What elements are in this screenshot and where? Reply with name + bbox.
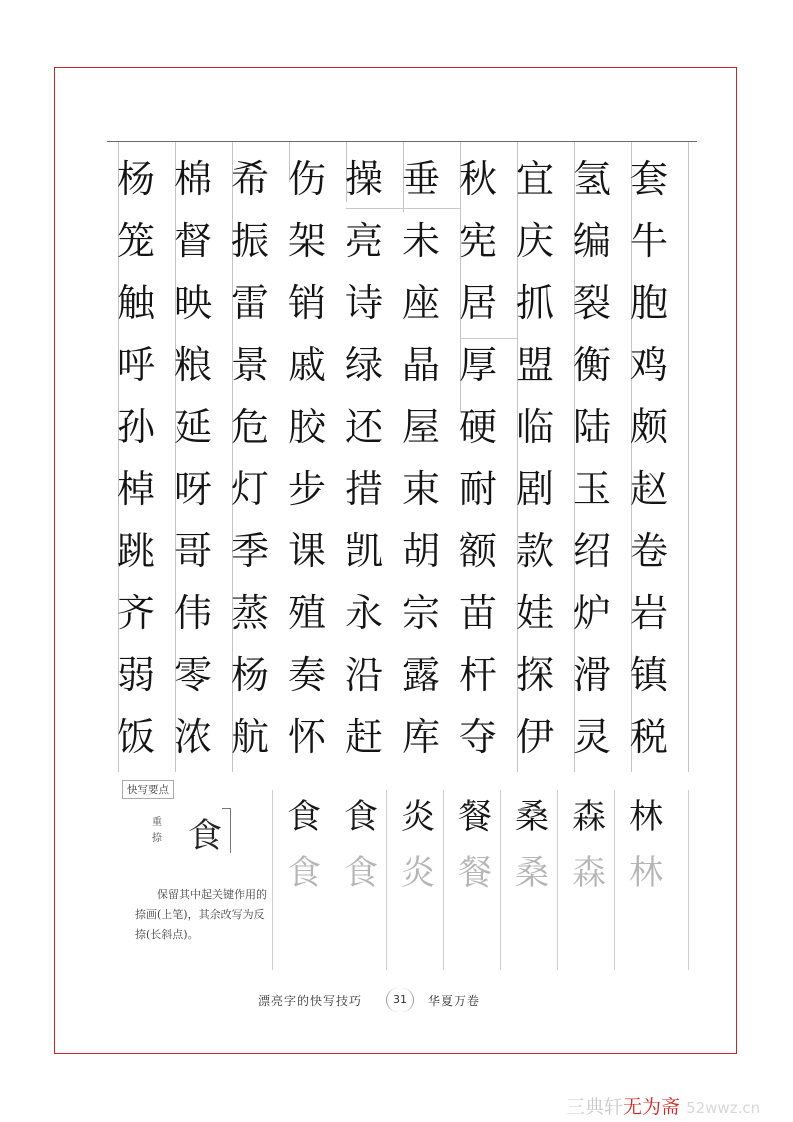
trace-char: 餐 xyxy=(458,853,492,893)
top-rule xyxy=(107,141,697,142)
grid-char: 陆 xyxy=(572,405,611,449)
grid-row xyxy=(107,210,697,272)
watermark-part: 52wwz.cn xyxy=(686,1099,761,1117)
grid-char: 宗 xyxy=(401,591,440,635)
grid-char: 束 xyxy=(401,467,440,511)
grid-row xyxy=(107,148,697,210)
grid-row xyxy=(107,582,697,644)
grid-char: 滑 xyxy=(572,653,611,697)
watermark xyxy=(566,1092,760,1119)
grid-char: 秋 xyxy=(458,157,497,201)
guide-line xyxy=(272,790,273,970)
grid-char: 牛 xyxy=(629,219,668,263)
grid-char: 弱 xyxy=(116,653,155,697)
grid-char: 居 xyxy=(458,281,497,325)
grid-char: 督 xyxy=(173,219,212,263)
grid-char: 季 xyxy=(230,529,269,573)
grid-char: 沿 xyxy=(344,653,383,697)
tip-text: 保留其中起关键作用的捺画(上笔)，其余改写为反捺(长斜点)。 xyxy=(135,888,267,941)
grid-char: 库 xyxy=(401,715,440,759)
grid-char: 架 xyxy=(287,219,326,263)
grid-char: 雷 xyxy=(230,281,269,325)
grid-char: 诗 xyxy=(344,281,383,325)
grid-row xyxy=(107,334,697,396)
grid-char: 销 xyxy=(287,281,326,325)
grid-char: 编 xyxy=(572,219,611,263)
publisher-series: 华夏万卷 xyxy=(428,994,481,1008)
page-number: 31 xyxy=(386,988,414,1012)
demo-char: 林 xyxy=(629,797,663,837)
grid-char: 岩 xyxy=(629,591,668,635)
grid-char: 凯 xyxy=(344,529,383,573)
grid-char: 玉 xyxy=(572,467,611,511)
grid-char: 氢 xyxy=(572,157,611,201)
grid-char: 棹 xyxy=(116,467,155,511)
trace-char: 桑 xyxy=(515,853,549,893)
grid-char: 危 xyxy=(230,405,269,449)
grid-char: 屋 xyxy=(401,405,440,449)
grid-char: 饭 xyxy=(116,715,155,759)
demo-char: 餐 xyxy=(458,797,492,837)
grid-char: 座 xyxy=(401,281,440,325)
grid-char: 镇 xyxy=(629,653,668,697)
grid-char: 耐 xyxy=(458,467,497,511)
grid-char: 胡 xyxy=(401,529,440,573)
trace-char: 炎 xyxy=(401,853,435,893)
grid-char: 炉 xyxy=(572,591,611,635)
tips-label: 快写要点 xyxy=(122,780,174,799)
demo-char: 食 xyxy=(344,797,378,837)
grid-row xyxy=(107,706,697,768)
grid-char: 杨 xyxy=(230,653,269,697)
grid-char: 跳 xyxy=(116,529,155,573)
grid-char: 永 xyxy=(344,591,383,635)
grid-char: 厚 xyxy=(458,343,497,387)
grid-char: 杨 xyxy=(116,157,155,201)
grid-char: 伤 xyxy=(287,157,326,201)
page-footer xyxy=(230,988,530,1012)
grid-char: 杆 xyxy=(458,653,497,697)
grid-char: 粮 xyxy=(173,343,212,387)
grid-char: 浓 xyxy=(173,715,212,759)
grid-char: 裂 xyxy=(572,281,611,325)
trace-char: 森 xyxy=(572,853,606,893)
book-title: 漂亮字的快写技巧 xyxy=(258,994,363,1008)
grid-char: 赵 xyxy=(629,467,668,511)
grid-char: 盟 xyxy=(515,343,554,387)
grid-char: 零 xyxy=(173,653,212,697)
grid-char: 颇 xyxy=(629,405,668,449)
grid-char: 哥 xyxy=(173,529,212,573)
example-char: 食 xyxy=(188,816,222,856)
grid-row xyxy=(107,644,697,706)
grid-char: 夺 xyxy=(458,715,497,759)
grid-char: 措 xyxy=(344,467,383,511)
grid-char: 硬 xyxy=(458,405,497,449)
trace-char: 林 xyxy=(629,853,663,893)
grid-row xyxy=(107,520,697,582)
grid-char: 灯 xyxy=(230,467,269,511)
grid-char: 胶 xyxy=(287,405,326,449)
grid-char: 胞 xyxy=(629,281,668,325)
demo-char: 食 xyxy=(287,797,321,837)
grid-char: 呀 xyxy=(173,467,212,511)
grid-char: 宜 xyxy=(515,157,554,201)
grid-row xyxy=(107,458,697,520)
grid-char: 蒸 xyxy=(230,591,269,635)
grid-row xyxy=(107,272,697,334)
grid-char: 映 xyxy=(173,281,212,325)
demo-char: 炎 xyxy=(401,797,435,837)
grid-char: 触 xyxy=(116,281,155,325)
grid-char: 垂 xyxy=(401,157,440,201)
grid-char: 未 xyxy=(401,219,440,263)
stroke-label: 重捺 xyxy=(152,817,162,844)
grid-char: 额 xyxy=(458,529,497,573)
demo-char: 森 xyxy=(572,797,606,837)
grid-char: 戚 xyxy=(287,343,326,387)
grid-char: 呼 xyxy=(116,343,155,387)
demo-char: 桑 xyxy=(515,797,549,837)
grid-char: 款 xyxy=(515,529,554,573)
trace-char: 食 xyxy=(344,853,378,893)
grid-char: 课 xyxy=(287,529,326,573)
grid-char: 延 xyxy=(173,405,212,449)
grid-char: 棉 xyxy=(173,157,212,201)
grid-char: 鸡 xyxy=(629,343,668,387)
grid-char: 绿 xyxy=(344,343,383,387)
grid-char: 操 xyxy=(344,157,383,201)
watermark-part: 无为斋 xyxy=(623,1096,681,1118)
grid-char: 奏 xyxy=(287,653,326,697)
grid-char: 振 xyxy=(230,219,269,263)
grid-char: 希 xyxy=(230,157,269,201)
grid-char: 伟 xyxy=(173,591,212,635)
grid-char: 齐 xyxy=(116,591,155,635)
trace-char: 食 xyxy=(287,853,321,893)
grid-char: 露 xyxy=(401,653,440,697)
grid-char: 航 xyxy=(230,715,269,759)
grid-char: 卷 xyxy=(629,529,668,573)
grid-char: 绍 xyxy=(572,529,611,573)
grid-char: 苗 xyxy=(458,591,497,635)
grid-row xyxy=(107,396,697,458)
grid-char: 娃 xyxy=(515,591,554,635)
grid-char: 晶 xyxy=(401,343,440,387)
grid-char: 还 xyxy=(344,405,383,449)
grid-char: 抓 xyxy=(515,281,554,325)
grid-char: 怀 xyxy=(287,715,326,759)
watermark-part: 三典轩 xyxy=(566,1096,624,1118)
grid-char: 孙 xyxy=(116,405,155,449)
grid-char: 步 xyxy=(287,467,326,511)
grid-char: 赶 xyxy=(344,715,383,759)
grid-char: 亮 xyxy=(344,219,383,263)
grid-char: 灵 xyxy=(572,715,611,759)
grid-char: 伊 xyxy=(515,715,554,759)
grid-char: 景 xyxy=(230,343,269,387)
grid-char: 宪 xyxy=(458,219,497,263)
grid-char: 殖 xyxy=(287,591,326,635)
grid-char: 笼 xyxy=(116,219,155,263)
grid-char: 税 xyxy=(629,715,668,759)
grid-char: 套 xyxy=(629,157,668,201)
grid-char: 庆 xyxy=(515,219,554,263)
grid-char: 衡 xyxy=(572,343,611,387)
bracket-mark xyxy=(222,808,231,853)
guide-line xyxy=(688,790,689,970)
grid-char: 剧 xyxy=(515,467,554,511)
grid-char: 临 xyxy=(515,405,554,449)
grid-char: 探 xyxy=(515,653,554,697)
